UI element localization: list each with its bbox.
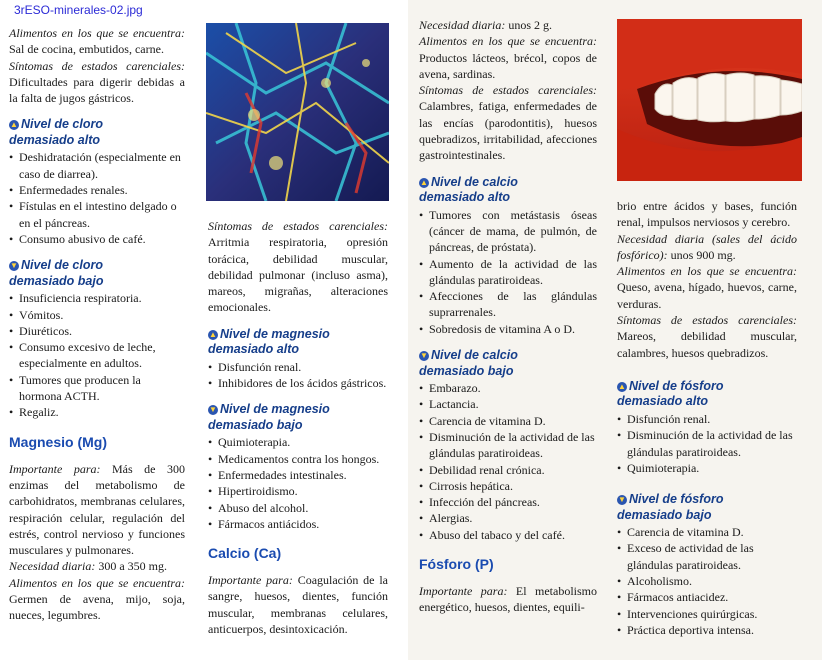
list-item: • Abuso del alcohol. (208, 500, 388, 516)
sintomas-text: Dificultades para digerir debidas a la falta de jugos gástricos. (9, 74, 185, 106)
list-item: • Disfunción renal. (208, 359, 388, 375)
smile-teeth-image (617, 19, 802, 181)
column-3 (419, 17, 597, 616)
down-arrow-icon: ▼ (420, 351, 428, 361)
importante-text: Coagulación de la sangre, huesos, dientes, función muscular, membranas celulares, anticuerpos, desintoxicación. (208, 573, 389, 637)
calcio-alto-heading: ▲ Nivel de calcio demasiado alto (419, 174, 518, 205)
alimentos-text: Sal de cocina, embutidos, carne. (9, 42, 164, 57)
list-item: • Exceso de actividad de las glándulas paratiroideas. (617, 540, 797, 573)
column-1 (9, 25, 185, 624)
list-item: • Inhibidores de los ácidos gástricos. (208, 375, 388, 391)
calcio-alto-list (419, 207, 597, 337)
down-arrow-icon: ▼ (618, 495, 626, 505)
cloro-bajo-list (9, 290, 185, 420)
importante-label: Importante para: (419, 584, 508, 599)
list-item: • Regaliz. (9, 404, 185, 420)
list-item: • Consumo excesivo de leche, especialmente en adultos. (9, 339, 185, 372)
list-item: • Disminución de la actividad de las glándulas paratiroideas. (617, 427, 797, 460)
fosforo-bajo-heading: ▼ Nivel de fósforo demasiado bajo (617, 492, 724, 522)
list-item: • Diuréticos. (9, 323, 185, 339)
list-item: • Fármacos antiácidos. (208, 516, 388, 532)
magnesio-bajo-heading: ▼ Nivel de magnesio demasiado bajo (208, 402, 330, 432)
list-item: • Hipertiroidismo. (208, 483, 388, 499)
fosforo-alto-list (617, 411, 797, 476)
fosforo-alto-heading: ▲ Nivel de fósforo demasiado alto (617, 378, 724, 409)
magnesio-alto-list (208, 359, 388, 392)
list-item: • Enfermedades intestinales. (208, 467, 388, 483)
alimentos-label: Alimentos en los que se encuentra: (419, 34, 597, 49)
list-item: • Cirrosis hepática. (419, 478, 597, 494)
importante-text: El metabolismo energético, huesos, dientes, equili- (419, 584, 598, 615)
necesidad-text: unos 900 mg. (670, 247, 736, 262)
fosforo-bajo-list (617, 524, 797, 638)
alimentos-label: Alimentos en los que se encuentra: (9, 26, 185, 40)
list-item: • Tumores con metástasis óseas (cáncer de mama, de pulmón, de páncreas, de próstata). (419, 207, 597, 256)
down-arrow-icon: ▼ (209, 405, 217, 415)
list-item: • Deshidratación (especialmente en caso de diarrea). (9, 149, 185, 182)
importante-label: Importante para: (208, 573, 293, 588)
list-item: • Debilidad renal crónica. (419, 462, 597, 478)
up-arrow-icon: ▲ (420, 177, 428, 187)
up-arrow-icon: ▲ (209, 329, 217, 339)
down-arrow-icon: ▼ (10, 261, 18, 271)
list-item: • Intervenciones quirúrgicas. (617, 606, 797, 622)
list-item: • Sobredosis de vitamina A o D. (419, 321, 597, 337)
necesidad-label: Necesidad diaria: (419, 18, 506, 32)
alimentos-text: Productos lácteos, brécol, copos de avena, sardinas. (419, 50, 597, 81)
list-item: • Quimioterapia. (208, 434, 388, 450)
sintomas-text: Calambres, fatiga, enfermedades de las encías (parodontitis), huesos quebradizos, irritabilidad, afecciones gastrointestinales. (419, 99, 597, 163)
cloro-bajo-heading: ▼ Nivel de cloro demasiado bajo (9, 258, 104, 288)
cloro-alto-list (9, 149, 185, 247)
list-item: • Lactancia. (419, 396, 597, 412)
calcio-heading: Calcio (Ca) (208, 545, 282, 562)
alimentos-text: Queso, avena, hígado, huevos, carne, verduras. (617, 280, 797, 311)
importante-label: Importante para: (9, 461, 101, 476)
magnesio-heading: Magnesio (Mg) (9, 433, 107, 450)
column-4 (617, 198, 797, 638)
necesidad-text: unos 2 g. (508, 18, 552, 32)
crystal-micrograph-image (206, 23, 389, 201)
list-item: • Consumo abusivo de café. (9, 231, 185, 247)
file-title: 3rESO-minerales-02.jpg (14, 3, 143, 17)
list-item: • Insuficiencia respiratoria. (9, 290, 185, 306)
sintomas-text: Arritmia respiratoria, opresión torácica, debilidad muscular, debilidad pulmonar (incluso asma), mareos, migrañas, alteraciones emocionales. (208, 235, 388, 315)
sintomas-label: Síntomas de estados carenciales: (617, 313, 797, 328)
list-item: • Vómitos. (9, 307, 185, 323)
list-item: • Fármacos antiacidez. (617, 589, 797, 605)
list-item: • Disfunción renal. (617, 411, 797, 427)
alimentos-label: Alimentos en los que se encuentra: (617, 264, 797, 279)
list-item: • Alergias. (419, 510, 597, 526)
necesidad-label: Necesidad diaria (sales del ácido fosfórico): (617, 231, 797, 262)
necesidad-label: Necesidad diaria: (9, 559, 96, 574)
sintomas-label: Síntomas de estados carenciales: (208, 219, 388, 233)
list-item: • Fístulas en el intestino delgado o en el páncreas. (9, 198, 185, 231)
list-item: • Afecciones de las glándulas suprarrenales. (419, 288, 597, 321)
cloro-alto-heading: ▲ Nivel de cloro demasiado alto (9, 117, 103, 147)
list-item: • Práctica deportiva intensa. (617, 622, 797, 638)
importante-text: Más de 300 enzimas del metabolismo de carbohidratos, membranas celulares, respiración celular, regulación del estrés, control nervioso y funciones musculares y pulmonares. (9, 461, 185, 558)
list-item: • Medicamentos contra los hongos. (208, 451, 388, 467)
calcio-bajo-list (419, 380, 597, 543)
up-arrow-icon: ▲ (10, 120, 18, 130)
list-item: • Quimioterapia. (617, 460, 797, 476)
magnesio-bajo-list (208, 434, 388, 532)
list-item: • Enfermedades renales. (9, 182, 185, 198)
list-item: • Tumores que producen la hormona ACTH. (9, 372, 185, 405)
necesidad-text: 300 a 350 mg. (98, 559, 167, 574)
fosforo-heading: Fósforo (P) (419, 556, 494, 573)
list-item: • Abuso del tabaco y del café. (419, 527, 597, 543)
alimentos2-text: Germen de avena, mijo, soja, nueces, legumbres. (9, 592, 185, 623)
list-item: • Disminución de la actividad de las glándulas paratiroideas. (419, 429, 597, 462)
alimentos2-label: Alimentos en los que se encuentra: (9, 575, 185, 590)
up-arrow-icon: ▲ (618, 381, 626, 391)
calcio-bajo-heading: ▼ Nivel de calcio demasiado bajo (419, 348, 518, 378)
list-item: • Aumento de la actividad de las glándulas paratiroideas. (419, 256, 597, 289)
list-item: • Infección del páncreas. (419, 494, 597, 510)
magnesio-alto-heading: ▲ Nivel de magnesio demasiado alto (208, 326, 330, 357)
column-2 (208, 218, 388, 637)
sintomas-label: Síntomas de estados carenciales: (419, 83, 597, 98)
list-item: • Carencia de vitamina D. (419, 413, 597, 429)
list-item: • Embarazo. (419, 380, 597, 396)
list-item: • Carencia de vitamina D. (617, 524, 797, 540)
cont-text: brio entre ácidos y bases, función renal, impulsos nerviosos y cerebro. (617, 199, 797, 230)
list-item: • Alcoholismo. (617, 573, 797, 589)
sintomas-text: Mareos, debilidad muscular, calambres, huesos quebradizos. (617, 329, 797, 360)
sintomas-label: Síntomas de estados carenciales: (9, 58, 185, 73)
